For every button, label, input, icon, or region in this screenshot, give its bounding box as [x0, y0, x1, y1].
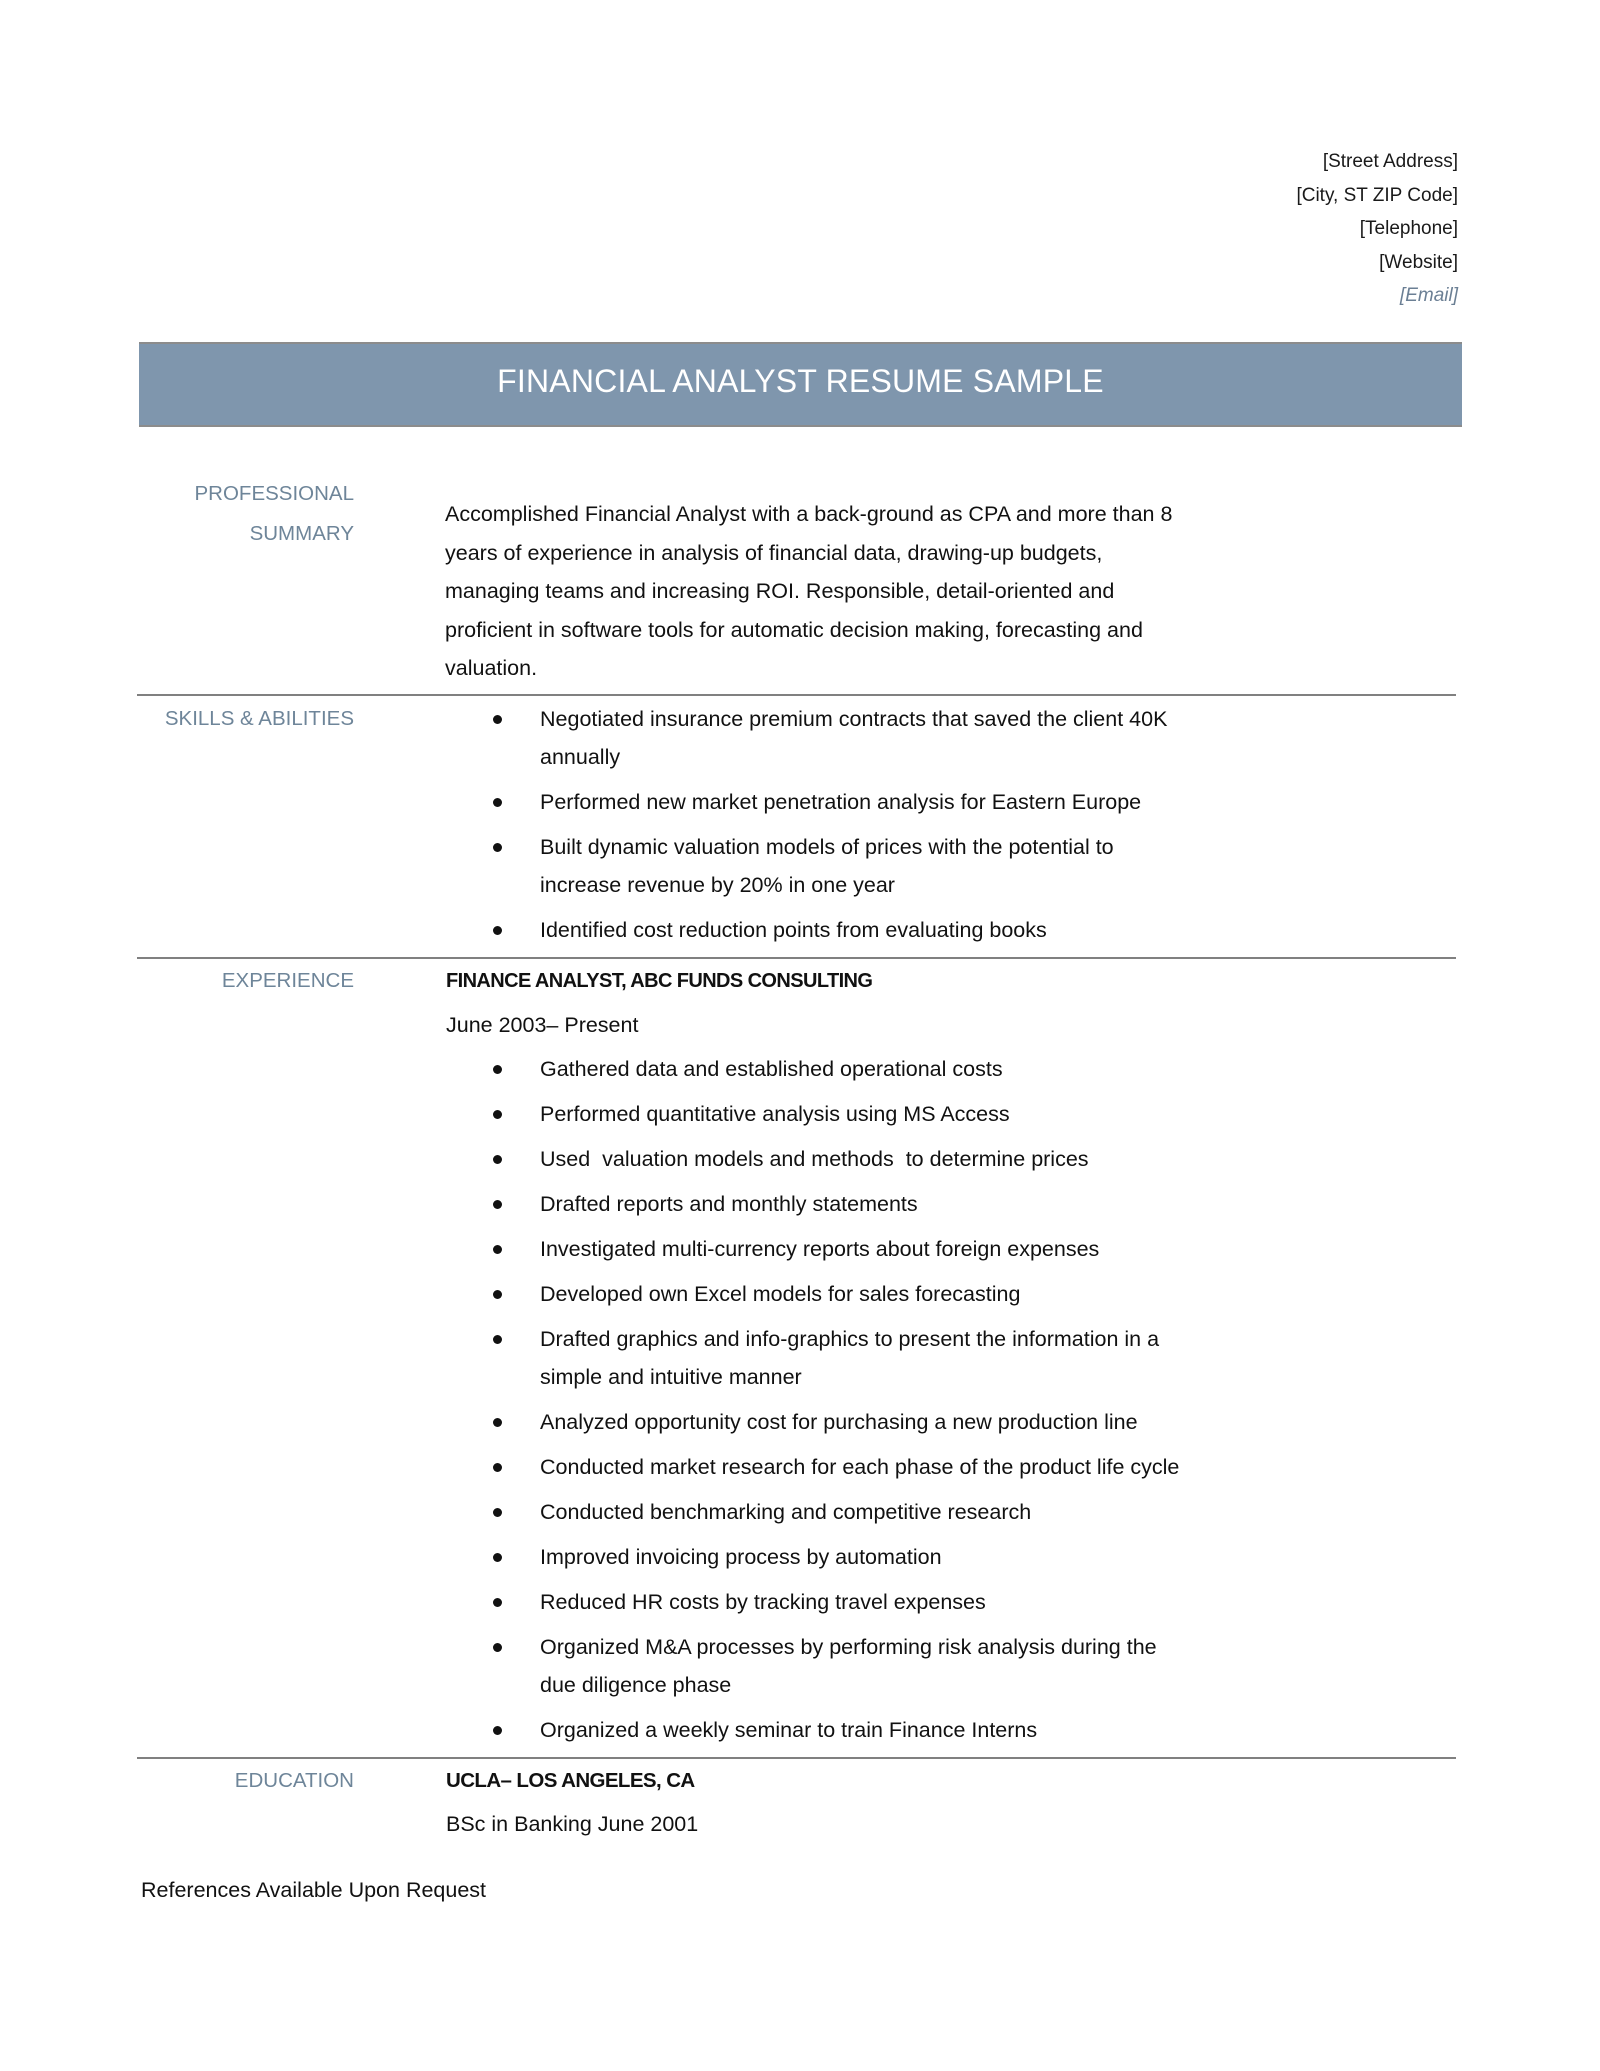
- skill-line: Performed new market penetration analysis for Eastern Europe: [540, 790, 1142, 814]
- section-label-experience: [222, 961, 354, 1001]
- bullet-icon: [493, 1335, 502, 1344]
- bullet-icon: [493, 1110, 502, 1119]
- section-label-professional-summary: [195, 474, 355, 554]
- education-degree: BSc in Banking June 2001: [446, 1812, 699, 1836]
- title-banner: [139, 342, 1462, 427]
- summary-line: Accomplished Financial Analyst with a back-ground as CPA and more than 8: [445, 502, 1173, 526]
- experience-item: [0, 1185, 1179, 1223]
- bullet-icon: [493, 1508, 502, 1517]
- skill-line: Negotiated insurance premium contracts that saved the client 40K: [540, 707, 1168, 731]
- experience-line: Conducted benchmarking and competitive research: [540, 1500, 1032, 1524]
- skill-line: annually: [540, 745, 621, 769]
- experience-line: Gathered data and established operational costs: [540, 1057, 1003, 1081]
- telephone: [Telephone]: [1359, 218, 1458, 239]
- references-note: References Available Upon Request: [141, 1878, 487, 1902]
- experience-line: due diligence phase: [540, 1673, 732, 1697]
- section-divider: [137, 957, 1456, 959]
- street-address: [Street Address]: [1322, 151, 1458, 172]
- experience-item: [0, 1493, 1179, 1531]
- skill-line: Built dynamic valuation models of prices with the potential to: [540, 835, 1114, 859]
- professional-summary-text: [445, 495, 1172, 688]
- bullet-icon: [493, 1200, 502, 1209]
- skill-line: Identified cost reduction points from evaluating books: [540, 918, 1047, 942]
- experience-item: [0, 1275, 1179, 1313]
- experience-item: [0, 1140, 1179, 1178]
- job-dates: June 2003– Present: [446, 1013, 639, 1037]
- bullet-icon: [493, 1553, 502, 1562]
- bullet-icon: [493, 1643, 502, 1652]
- skill-item: [0, 783, 1167, 821]
- bullet-icon: [493, 1598, 502, 1607]
- skill-item: [0, 700, 1167, 776]
- experience-line: simple and intuitive manner: [540, 1365, 802, 1389]
- bullet-icon: [493, 1065, 502, 1074]
- experience-line: Analyzed opportunity cost for purchasing a new production line: [540, 1410, 1138, 1434]
- experience-item: [0, 1448, 1179, 1486]
- bullet-icon: [493, 926, 502, 935]
- bullet-icon: [493, 1726, 502, 1735]
- experience-item: [0, 1230, 1179, 1268]
- skill-line: increase revenue by 20% in one year: [540, 873, 895, 897]
- experience-line: Used valuation models and methods to determine prices: [540, 1147, 1089, 1171]
- experience-line: Conducted market research for each phase of the product life cycle: [540, 1455, 1180, 1479]
- summary-line: years of experience in analysis of financial data, drawing-up budgets,: [445, 540, 1103, 565]
- bullet-icon: [493, 843, 502, 852]
- bullet-icon: [493, 1245, 502, 1254]
- experience-list: [0, 1050, 1179, 1756]
- skill-item: [0, 828, 1167, 904]
- bullet-icon: [493, 1463, 502, 1472]
- experience-line: Investigated multi-currency reports about foreign expenses: [540, 1237, 1100, 1261]
- bullet-icon: [493, 1290, 502, 1299]
- experience-line: Drafted reports and monthly statements: [540, 1192, 918, 1216]
- bullet-icon: [493, 715, 502, 724]
- job-title: FINANCE ANALYST, ABC FUNDS CONSULTING: [446, 970, 873, 992]
- summary-line: valuation.: [445, 656, 538, 680]
- section-label-line: EDUCATION: [234, 1769, 354, 1792]
- section-divider: [137, 1757, 1456, 1759]
- bullet-icon: [493, 1418, 502, 1427]
- experience-item: [0, 1403, 1179, 1441]
- bullet-icon: [493, 798, 502, 807]
- bullet-icon: [493, 1155, 502, 1164]
- website: [Website]: [1379, 251, 1458, 273]
- section-label-line: SUMMARY: [249, 522, 354, 545]
- experience-item: [0, 1711, 1179, 1749]
- contact-block: [1058, 145, 1458, 313]
- experience-line: Organized a weekly seminar to train Finance Interns: [540, 1718, 1038, 1742]
- experience-item: [0, 1095, 1179, 1133]
- experience-line: Developed own Excel models for sales forecasting: [540, 1282, 1021, 1306]
- experience-line: Reduced HR costs by tracking travel expenses: [540, 1590, 986, 1614]
- section-label-line: SKILLS & ABILITIES: [164, 707, 354, 730]
- city-state-zip: [City, ST ZIP Code]: [1296, 184, 1458, 206]
- experience-line: Organized M&A processes by performing risk analysis during the: [540, 1635, 1157, 1659]
- section-label-line: EXPERIENCE: [221, 969, 354, 992]
- skill-item: [0, 911, 1167, 949]
- section-label-line: PROFESSIONAL: [194, 482, 354, 505]
- experience-item: [0, 1628, 1179, 1704]
- summary-line: managing teams and increasing ROI. Responsible, detail-oriented and: [445, 579, 1115, 603]
- experience-line: Performed quantitative analysis using MS Access: [540, 1102, 1010, 1126]
- experience-item: [0, 1050, 1179, 1088]
- experience-item: [0, 1538, 1179, 1576]
- experience-line: Improved invoicing process by automation: [540, 1545, 942, 1569]
- skills-list: [0, 700, 1167, 956]
- education-school: UCLA– LOS ANGELES, CA: [446, 1769, 695, 1792]
- experience-item: [0, 1583, 1179, 1621]
- email: [Email]: [1399, 285, 1458, 306]
- experience-line: Drafted graphics and info-graphics to present the information in a: [540, 1327, 1160, 1351]
- section-label-education: [235, 1761, 354, 1801]
- section-divider: [137, 694, 1456, 696]
- page-title: FINANCIAL ANALYST RESUME SAMPLE: [497, 363, 1104, 399]
- summary-line: proficient in software tools for automatic decision making, forecasting and: [445, 617, 1143, 642]
- experience-item: [0, 1320, 1179, 1396]
